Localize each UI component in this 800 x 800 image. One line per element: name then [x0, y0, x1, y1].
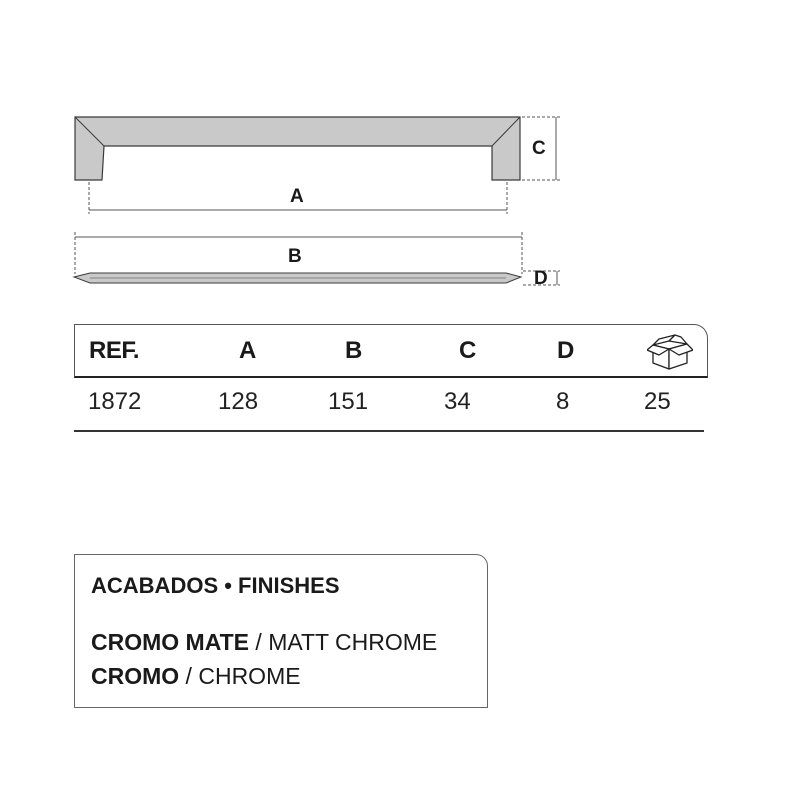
finish-separator: / — [249, 629, 269, 655]
value-b: 151 — [328, 388, 369, 415]
finishes-panel — [74, 554, 488, 708]
finish-name-es: CROMO — [91, 663, 180, 689]
header-c: C — [459, 337, 476, 364]
value-ref: 1872 — [88, 388, 142, 415]
value-box-qty: 25 — [644, 388, 671, 415]
dim-label-b: B — [288, 246, 302, 267]
value-a: 128 — [218, 388, 259, 415]
finishes-title: ACABADOS • FINISHES — [91, 573, 340, 598]
finish-item — [91, 665, 301, 688]
finish-separator: / — [179, 663, 199, 689]
spec-table-bottom-rule — [74, 430, 704, 432]
value-d: 8 — [556, 388, 570, 415]
finish-item — [91, 631, 437, 654]
header-ref: REF. — [89, 337, 140, 364]
package-box-icon — [647, 331, 693, 371]
finish-name-en: CHROME — [198, 663, 301, 689]
spec-table-header — [74, 324, 708, 378]
dim-label-c: C — [532, 138, 546, 159]
header-d: D — [557, 337, 574, 364]
finish-name-es: CROMO MATE — [91, 629, 250, 655]
header-b: B — [345, 337, 362, 364]
header-a: A — [239, 337, 256, 364]
dim-label-a: A — [290, 186, 304, 207]
finish-name-en: MATT CHROME — [268, 629, 438, 655]
handle-front-view — [75, 117, 520, 180]
dim-label-d: D — [534, 268, 548, 289]
value-c: 34 — [444, 388, 471, 415]
spec-table — [74, 324, 710, 432]
